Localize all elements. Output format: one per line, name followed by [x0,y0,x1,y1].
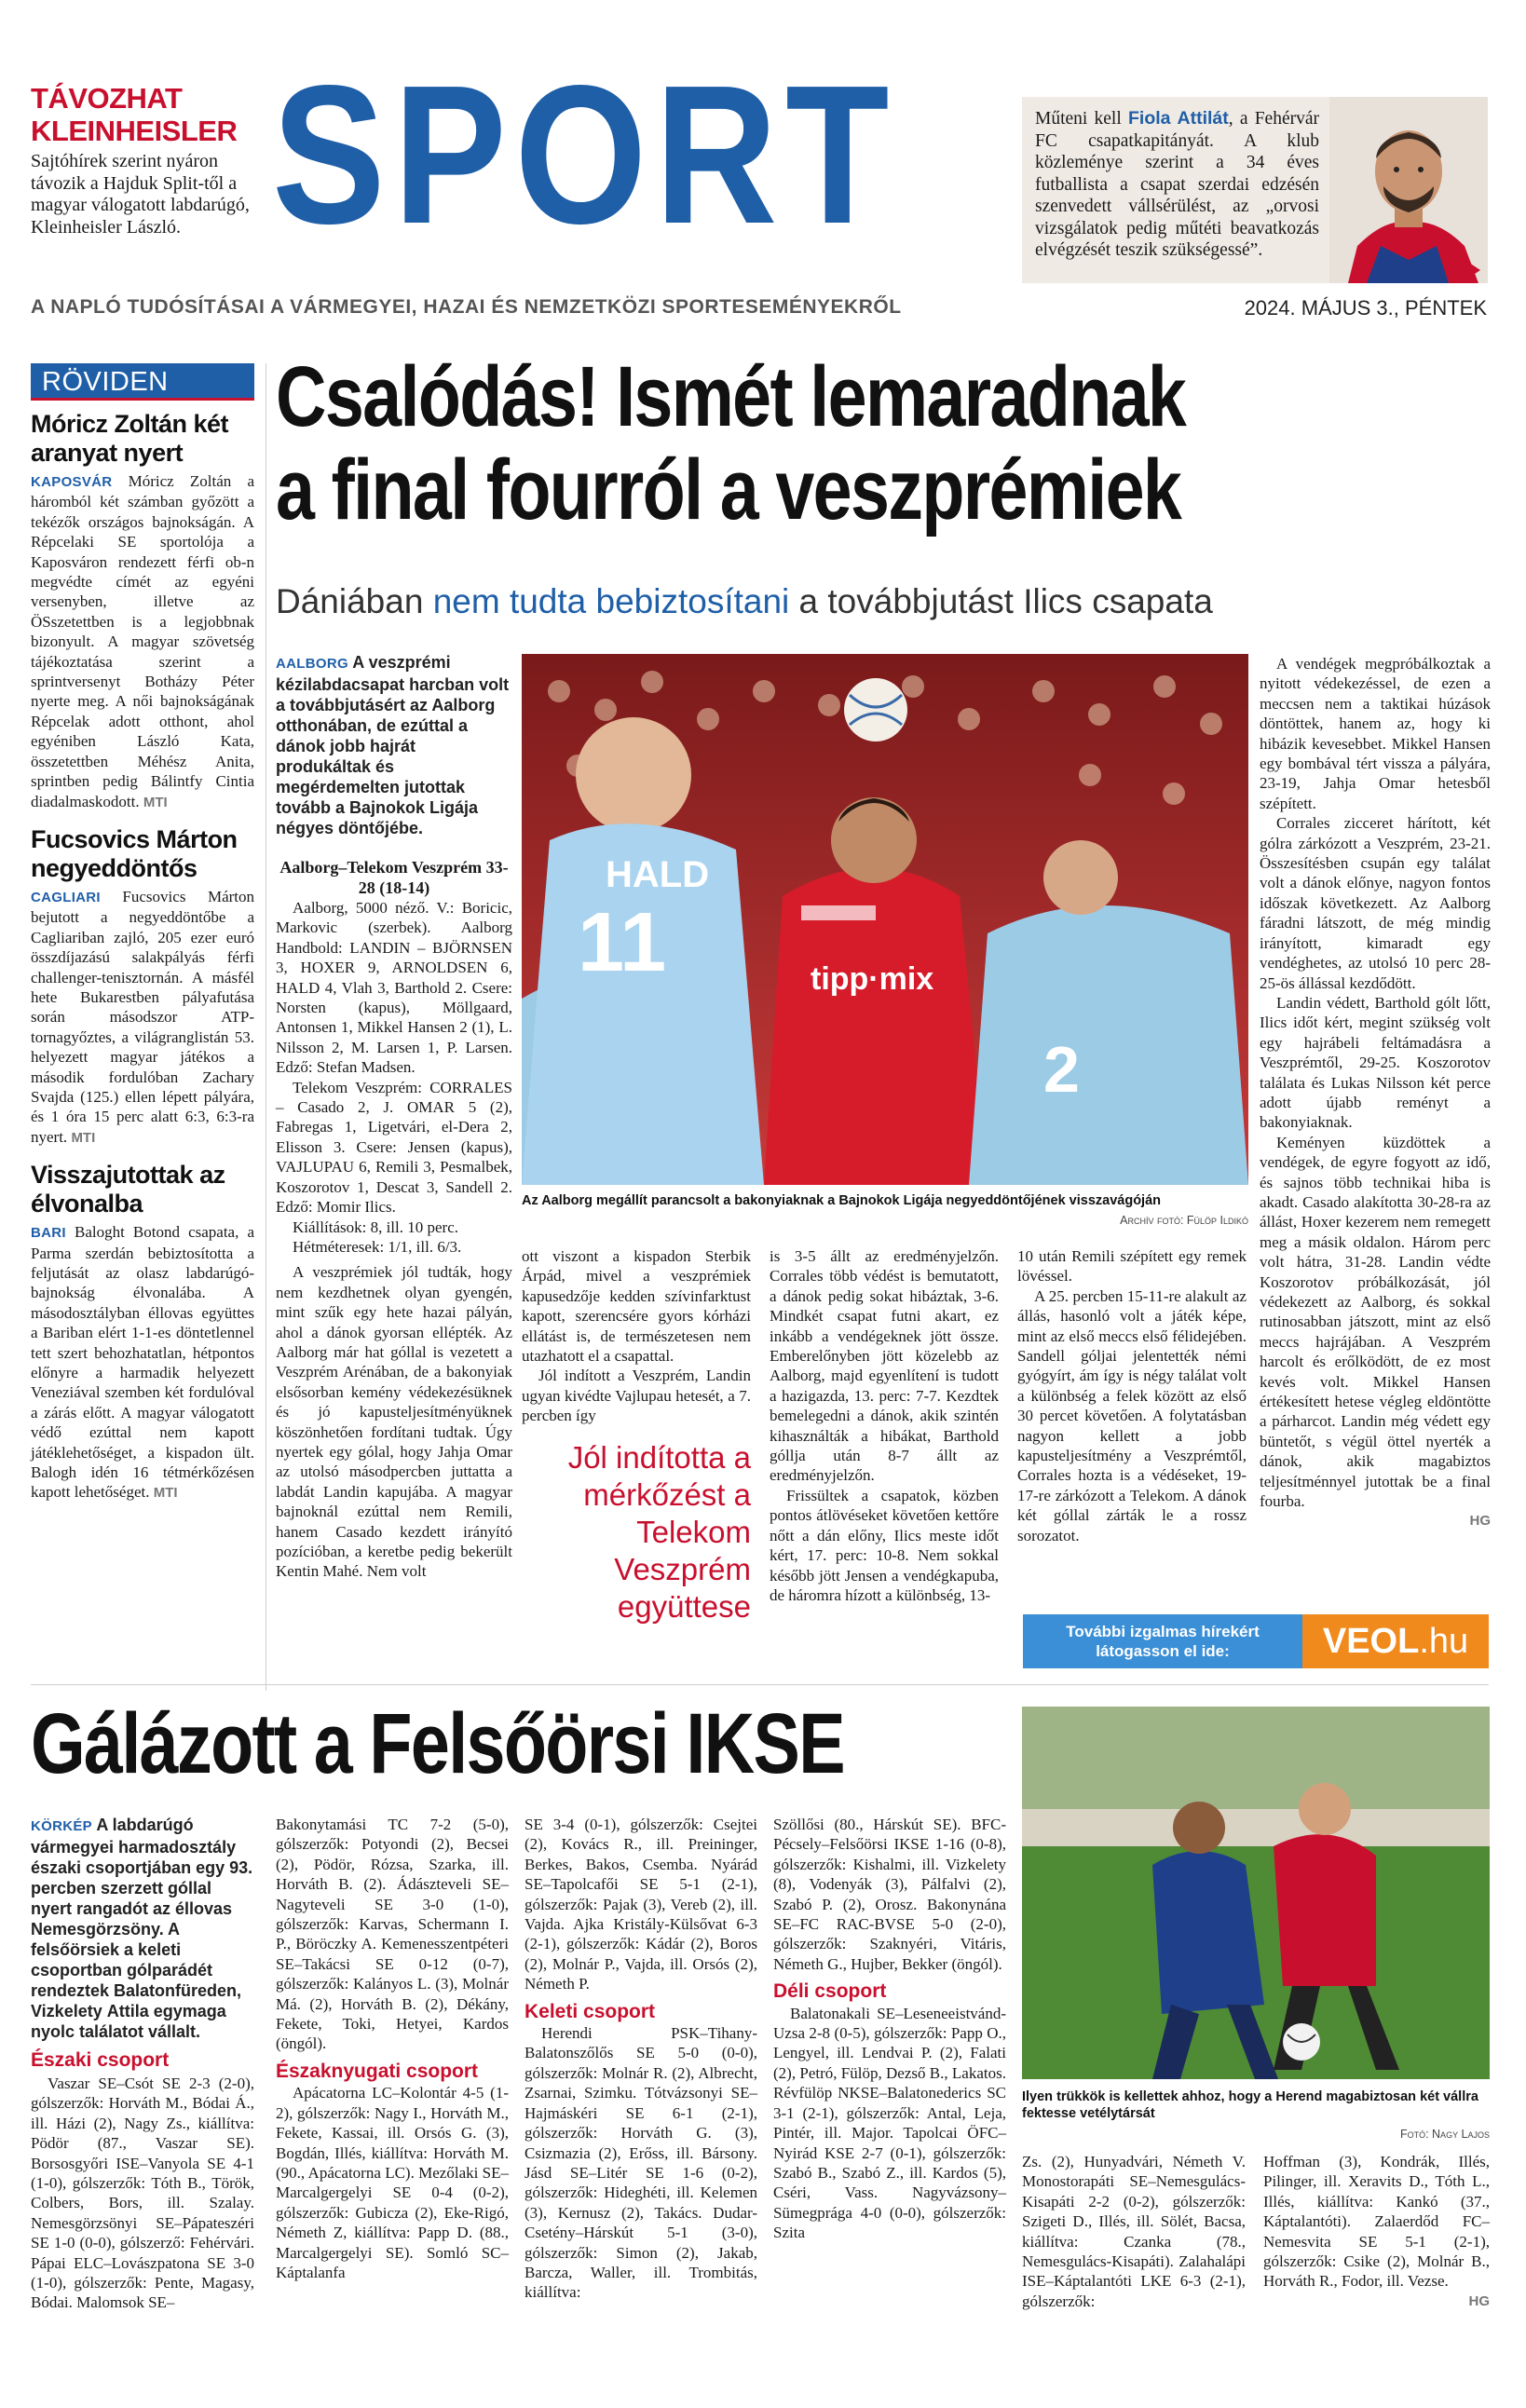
tagline: A NAPLÓ TUDÓSÍTÁSAI A VÁRMEGYEI, HAZAI ÉS NEMZETKÖZI SPORTESEMÉNYEKRŐL [31,296,902,318]
brief-text: KAPOSVÁR Móricz Zoltán a háromból két számban győzött a tekézők országos bajnokságán. A Répcelaki SE sportolója a Kaposváron rendezett férfi ob-n megvédte címét az egyéni versenyben, illetve az ÖSszetettben is a legjobbnak bizonyult. A magyar szövetség tájékoztatása szerint a sprintversenyt Botházy Péter nyerte meg. A női bajnokságának Répcelak adott otthont, ahol egyéniben László Kata, összetettben Méhész Anita, sprintben pedig Bálintfy Cintia diadalmaskodott. MTI [31,472,254,810]
pull-quote: Jól indította a mérkőzést a Telekom Veszprém együttese [567,1439,751,1624]
second-column-1 [31,1815,254,2313]
teaser-left-text: Sajtóhírek szerint nyáron távozik a Hajduk Split-től a magyar válogatott labdarúgó, Kleinheisler László. [31,151,250,238]
masthead-teaser-left [31,82,254,238]
second-photo [1022,1707,1490,2079]
group-title-northwest: Északnyugati csoport [276,2060,479,2082]
brief-item [31,1161,254,1503]
arrow-right-icon [1469,263,1480,278]
lead-column-6: A vendégek megpróbálkoztak a nyitott védekezéssel, de ezen a meccsen nem a taktikai húzások döntöttek, hanem az, hogy ki hibázik kevesebbet. Mikkel Hansen egy bombával tért vissza a pályára, 23-19, Jahja Omar hetesből szépített. Corrales zicceret hárított, két gólra zárkózott a Veszprém, 23-21. Összesítésben csupán egy találat volt a dánok előnye, nagyon fontos időszak következett. Az Aalborg fáradni látszott, de még mindig irányított, kimaradt egy vendéghetes, az utolsó 10 perc 28-25-ös állással kezdődött. Landin védett, Barthold gólt lőtt, Ilics időt kért, megint szükség volt egy hajrábeli feltámadásra a Veszprémtől, 29-25. Koszorotov találata és Lukas Nilsson két perce adott újabb reményt a bakonyiaknak. Keményen küzdöttek a vendégek, de egyre fogyott az idő, és sajnos több technikai hiba is akadt. Casado alakította 30-28-ra az állást, Hoxer kezerem nem remegett meg a másik oldalon. Három perc volt hátra, 31-28. Landin védte Koszorotov próbálkozását, jól védekezett az Aalborg, és sokkal rutinosabban játszott, mint az első meccs hajrájában. A Veszprém harcolt és erőlködött, de ez most kevés volt. Mikkel Hansen értékesített hetese végleg eldöntötte a párharcot. Landin még védett egy büntetőt, s végül öttel nyerték a dánok, akik magabiztos teljesítménnyel jutottak be a final fourba. HG [1260,655,1491,1530]
lead-intro: AALBORG A veszprémi kézilabdacsapat harcban volt a továbbjutásért az Aalborg otthonában, de ezúttal a dánok jobb hajrát produkáltak és megérdemelten jutottak tovább a Bajnokok Ligája négyes döntőjébe. [276,653,510,837]
group-title-south: Déli csoport [773,1980,887,2003]
issue-date: 2024. MÁJUS 3., PÉNTEK [1244,296,1487,320]
briefs-header: RÖVIDEN [31,363,254,401]
brief-text: CAGLIARI Fucsovics Márton bejutott a negyeddöntőbe a Cagliariban zajló, 205 ezer euró összdíjazású salakpályás férfi challenger-tenisztornán. A másfél hete Bukarestben pályafutása során másodszor ATP-tornagyőztes, a világranglistán 53. helyezett magyar játékos a második fordulóban Zachary Svajda (125.) ellen lépett pályára, és 1 óra 15 perc alatt 6:3, 6:3-ra nyert. MTI [31,887,254,1146]
teaser-right-text: Műteni kell Fiola Attilát, a Fehérvár FC csapatkapitányát. A klub közleménye szerint a 34 éves futballista a csapat szerdai edzésén szenvedett vállsérülést, az „orvosi vizsgálatok pedig műtéti beavatkozás elvégzését teszik szükségessé”. [1035,108,1319,260]
second-column-6: Hoffman (3), Kondrák, Illés, Pilinger, ill. Xeravits D., Tóth L., Illés, kiállítva: Kankó (37., Káptalantóti). Zalaerdőd FC–Nemesvita SE 5-1 (2-1), gólszerzők: Csike (2), Molnár B., Horváth R., Fodor, ill. Vezse. HG [1263,2153,1490,2309]
svg-text:2: 2 [1043,1033,1080,1106]
group-title-east: Keleti csoport [525,2000,656,2022]
lead-deck: Dániában nem tudta bebiztosítani a továbbjutást Ilics csapata [276,582,1213,620]
masthead-teaser-right [1022,97,1488,283]
section-title: SPORT [272,44,898,265]
north-results: Vaszar SE–Csót SE 2-3 (2-0), gólszerzők: Horváth M., Bódai Á., ill. Házi (2), Nagy Zs., kiállítva: Pödör (87., Vaszar SE). Borsosgyőri ISE–Vanyola SE 4-1 (1-0), gólszerzők: Tóth B., Török, Colbers, Bors, ill. Szalay. Nemesgörzsönyi SE–Pápateszéri SE 1-0 (0-0), gólszerző: Fehérvári. Pápai ELC–Lovászpatona SE 3-0 (1-0), gólszerzők: Pente, Magasy, Bódai. Malomsok SE– [31,2075,254,2312]
teaser-left-title: TÁVOZHAT KLEINHEISLER [31,82,238,147]
lead-photo-caption: Az Aalborg megállít parancsolt a bakonyiaknak a Bajnokok Ligája negyeddöntőjének visszavágóján [522,1193,1161,1208]
lead-photo [522,654,1248,1185]
veol-logo: VEOL .hu [1302,1614,1489,1668]
group-title-north: Északi csoport [31,2049,170,2071]
brief-title: Visszajutottak az élvonalba [31,1161,225,1218]
brief-title: Móricz Zoltán két aranyat nyert [31,410,229,467]
lead-column-1 [276,652,512,1582]
lead-column-4: is 3-5 állt az eredményjelzőn. Corrales több védést is bemutatott, a dánok pedig sokat hibáztak, 3-6. Mindkét csapat futni akart, ez inkább a vendégeknek jött össze. Emberelőnyben jött közelebb az Aalborg, majd egyenlítení is tudott a hazigazda, 13. perc: 7-7. Kezdtek bemelegedni a dánok, akik szintén kihasználták a hibákat, Barthold góllja után 8-7 állt az eredményjelzőn. Frissültek a csapatok, közben pontos átlövéseket követően kettőre nőtt a dán előny, Ilics meste időt kért, 17. perc: 10-8. Nem sokkal később jött Jensen a vendégkapuba, de háromra hízott a különbség, 13- [770,1247,999,1604]
brief-item [31,825,254,1148]
svg-text:11: 11 [578,896,667,989]
section-divider [31,1684,1489,1685]
result-title: Aalborg–Telekom Veszprém 33-28 (18-14) [279,858,509,897]
svg-text:HALD: HALD [606,854,710,895]
second-headline: Gálázott a Felsőörsi IKSE [31,1696,844,1791]
brief-item [31,410,254,812]
second-intro: KÖRKÉP A labdarúgó vármegyei harmadosztály északi csoportjában egy 93. percben szerzett góllal nyert rangadót az éllovas Nemesgörzsöny. A felsőörsiek a keleti csoportban gólparádét rendeztek Balatonfüreden, Vizkeletу Attila egymaga nyolc találatot vállalt. [31,1816,253,2041]
result-box: Aalborg, 5000 néző. V.: Boricic, Markovic (szerbek). Aalborg Handbold: LANDIN – BJÖRNSEN 3, HOXER 9, ARNOLDSEN 6, HALD 4, Vlah 3, Barthold 2. Cserе: Norsten (kapus), Möllgaard, Antonsen 1, Mikkel Hansen 2 (1), L. Nilsson 2, M. Larsen 1, P. Larsen. Edző: Stefan Madsen. Telekom Veszprém: CORRALES – Casado 2, J. OMAR 5 (2), Fabregas 1, Ligetvári, el-Dera 2, Elisson 3. Csere: Jensen (kapus), VAJLUPAU 6, Remili 3, Pesmalbek, Koszorotov 1, Descat 3, Sandell 2. Edző: Momir Ilics. Kiállítások: 8, ill. 10 perc. Hétméteresek: 1/1, ill. 6/3. A veszprémiek jól tudták, hogy nem kezdhetnek olyan gyengén, mint szűk egy hete hazai pályán, ahol a dánok gyorsan ellépték. Az Aalborg már hat góllal is vezetett a Veszprém Arénában, de a bakonyiak elsősorban kemény védekezésüknek és jó kapusteljesítményüknek köszönhetően fordítani tudtak. Úgy nyertek egy gólal, hogy Jahja Omar az utolsó másodpercben juttatta a labdát Landin kapujába. A magyar bajnoknál ezúttal nem Remili, hanem Casado kezdett irányító pozícióban, a keretbe pedig bekerült Kentin Mahé. Nem volt [276,899,512,1581]
svg-text:tipp·mix: tipp·mix [811,961,934,997]
briefs-column [31,363,254,1503]
lead-photo-credit: Archív fotó: Fülöp Ildikó [1120,1214,1248,1227]
veol-promo-text: További izgalmas hírekért látogasson el ide: [1066,1623,1260,1660]
veol-promo-banner[interactable] [1023,1614,1489,1668]
second-column-2: Bakonytamási TC 7-2 (5-0), gólszerzők: Potyondi (2), Becsei (2), Pödör, Rózsa, Szarka, ill. Horváth B. (2). Ádászteveli SE–Nagyteveli SE 3-0 (1-0), gólszerzők: Karvas, Schermann I. P., Böröczky A. Kemenesszentpéteri SE–Takácsi SE 0-12 (0-7), gólszerzők: Kalányos L. (3), Molnár Má. (2), Horváth B. (2), Dékány, Fekete, Toki, Hetyei, Kardos (öngól). Északnyugati csoport Apácatorna LC–Kolontár 4-5 (1-2), gólszerzők: Nagy I., Horváth M., Fekete, Kassai, ill. Orsós G. (3), Bogdán, Illés, kiállítva: Horváth M. (90., Apácatorna LC). Mezőlaki SE–Marcalgergelyi SE 0-4 (0-2), gólszerzők: Gubicza (2), Eke-Rigó, Németh Z, kiállítva: Papp D. (88., Marcalgergelyi SE). Somló SC–Káptalanfa [276,1816,509,2281]
second-column-3: SE 3-4 (0-1), gólszerzők: Csejtei (2), Kovács R., ill. Preininger, Berkes, Bakos, Csemba. Nyárád SE–Tapolcafői SE 5-1 (2-1), gólszerzők: Pajak (3), Vereb (2), ill. Vajda. Ajka Kristály-Külsővat 6-3 (2-1), gólszerzők: Kádár (2), Boros (2), Molnár P., Vajda, ill. Orsós (2), Németh P. Keleti csoport Herendi PSK–Tihany-Balatonszőlős SE 5-0 (0-0), gólszerzők: Molnár R. (2), Albrecht, Zsarnai, Szimku. Tótvázsonyi SE–Hajmáskéri SE 6-1 (2-1), gólszerzők: Horváth G. (3), Csizmazia (2), Erőss, ill. Bársony. Jásd SE–Litér SE 1-6 (0-2), gólszerzők: Hideghéti, ill. Kelemen (3), Kernusz (2), Takács. Dudar-Csetény–Hárskút 5-1 (3-0), gólszerzők: Simon (2), Jakab, Barcza, Waller, ill. Trombitás, kiállítva: [525,1816,757,2302]
player-portrait [1329,97,1488,283]
lead-column-3: ott viszont a kispadon Sterbik Árpád, mivel a veszprémiek kapusedzője kedden szívinfarktust kapott, szerencsére gyors kórházi ellátást is, de természetesen nem utazhatott el a csapattal. Jól indított a Veszprém, Landin ugyan kivédte Vajlupau hetesét, a 7. percben így Jól indította a mérkőzést a Telekom Veszprém együttese [522,1247,751,1624]
brief-text: BARI Baloght Botond csapata, a Parma szerdán bebiztosította a feljutását az olasz labdarúgó-bajnokság élvonalába. A másodosztályban éllovas együttes a Bariban elért 1-1-es döntetlennel tett szert behozhatatlan, hétpontos előnyre a harmadik helyezett Veneziával szemben két fordulóval a zárás előtt. A magyar válogatott védő ezúttal nem kapott játéklehetőséget, a kispadon ült. Balogh idén 16 tétmérkőzésen kapott lehetőséget. MTI [31,1223,254,1502]
second-photo-caption: Ilyen trükkök is kellettek ahhoz, hogy a Herend magabiztosan két vállra fektesse vetélytársát [1022,2089,1478,2121]
brief-title: Fucsovics Márton negyeddöntős [31,824,238,882]
second-column-4: Szöllősi (80., Hárskút SE). BFC-Pécsely–Felsőörsi IKSE 1-16 (0-8), gólszerzők: Kishalmi, ill. Vizkeletу (8), Vodenyák (3), Pálfalvi (2), Szabó P. (2), Orosz. Bakonynána SE–FC RAC-BVSE 5-0 (2-0), gólszerzők: Szaknyéri, Vitáris, Németh G., Hujber, Bekker (öngól). Déli csoport Balatonakali SE–Leseneeistvánd-Uzsa 2-8 (0-5), gólszerzők: Papp O., Lengyel, ill. Lendvai P. (2), Falati (2), Petró, Fülöp, Dezső B., Lakatos. Révfülöp NKSE–Balatonederics SC 3-1 (2-1), gólszerzők: Antal, Leja, Pintér, ill. Major. Tapolcai ÖFC–Nyirád KSE 2-7 (0-1), gólszerzők: Szabó B., Szabó Z., ill. Kardos (5), Cséri, Vass. Nagyvázsony–Sümegprága 4-0 (0-0), gólszerzők: Szita [773,1816,1006,2242]
lead-column-5: 10 után Remili szépített egy remek lövéssel. A 25. percben 15-11-re alakult az állás, hasonló volt a játék képe, mint az első meccs első félidejében. Sandell góljai jelentették némi gyógyírt, ám így is négy találat volt a különbség a felek között az első 30 percet követően. A folytatásban nagyon kellett a jobb kapusteljesítmény a Veszprémtől, Corrales hozta is a védéseket, 19-17-re zárkózott a Telekom. A dánok két góllal zárták le a rossz sorozatot. [1017,1247,1247,1544]
second-photo-credit: Fotó: Nagy Lajos [1399,2128,1490,2141]
lead-headline: Csalódás! Ismét lemaradnak a final fourról a veszprémiek [276,349,1186,537]
second-column-5: Zs. (2), Hunyadvári, Németh V. Monostorapáti SE–Nemesgulács-Kisapáti 2-2 (0-2), gólszerzők: Szigeti D., Illés, ill. Sölét, Bacsa, kiállítva: Czanka (78., Nemesgulács-Kisapáti). Zalahalápi ISE–Káptalantóti LKE 6-3 (2-1), gólszerzők: [1022,2153,1246,2310]
